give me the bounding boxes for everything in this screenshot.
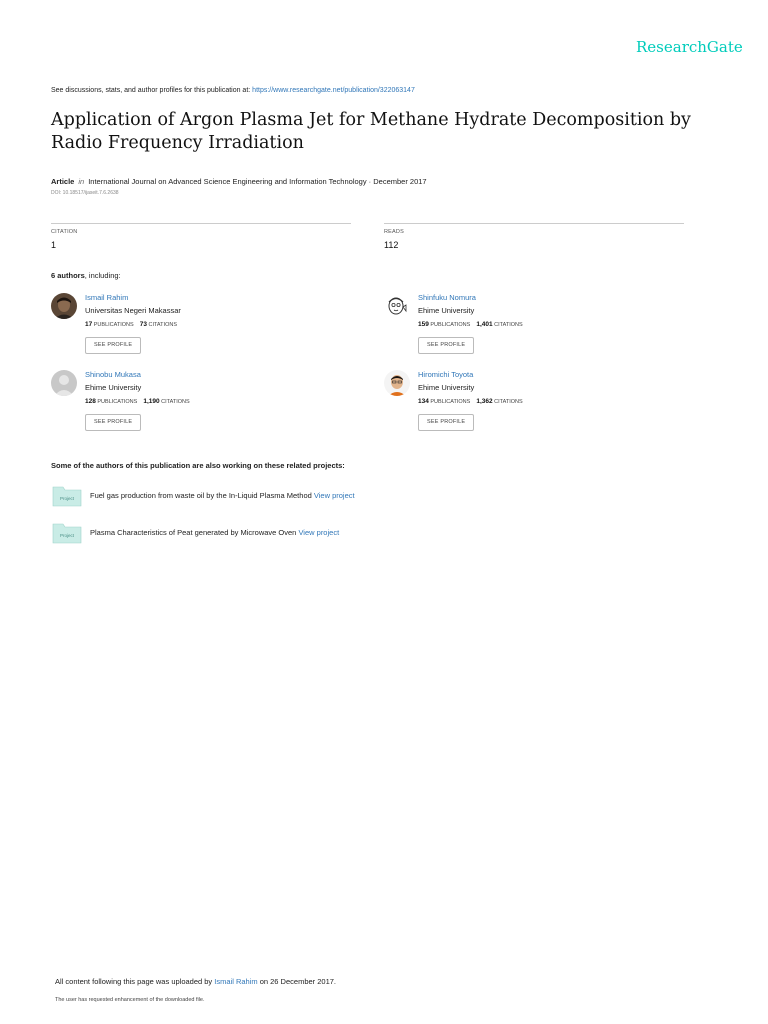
project-line [90, 491, 355, 500]
publication-meta [51, 177, 427, 186]
divider-citations [51, 223, 351, 224]
citations-count: 1,362 [476, 398, 493, 405]
author-avatar[interactable] [51, 293, 77, 319]
publication-link[interactable]: https://www.researchgate.net/publication/322063147 [252, 87, 415, 94]
enhancement-note: The user has requested enhancement of the downloaded file. [55, 997, 205, 1003]
publication-type: Article [51, 177, 75, 186]
citations-label: CITATIONS [161, 399, 190, 405]
project-title: Plasma Characteristics of Peat generated by Microwave Oven [90, 528, 297, 537]
see-profile-button[interactable]: SEE PROFILE [85, 337, 141, 354]
author-card [51, 293, 351, 363]
publications-label: PUBLICATIONS [93, 322, 134, 328]
see-profile-button[interactable]: SEE PROFILE [418, 414, 474, 431]
author-stats [85, 398, 190, 405]
project-icon-label: Project [59, 496, 75, 501]
reads-label: READS [384, 229, 404, 235]
author-avatar[interactable] [384, 370, 410, 396]
uploader-link[interactable]: Ismail Rahim [214, 977, 258, 986]
citations-count: 1,401 [476, 321, 493, 328]
authors-heading [51, 271, 121, 280]
researchgate-logo[interactable]: ResearchGate [636, 38, 743, 56]
project-line [90, 528, 339, 537]
see-profile-button[interactable]: SEE PROFILE [418, 337, 474, 354]
author-name[interactable]: Hiromichi Toyota [418, 370, 474, 379]
view-project-link[interactable]: View project [313, 491, 355, 500]
divider-reads [384, 223, 684, 224]
citation-count: 1 [51, 240, 57, 250]
citation-label: CITATION [51, 229, 78, 235]
citations-count: 1,190 [143, 398, 160, 405]
author-card [384, 370, 684, 440]
reads-count: 112 [384, 240, 399, 250]
author-card [51, 370, 351, 440]
author-institution: Ehime University [85, 383, 142, 392]
see-profile-button[interactable]: SEE PROFILE [85, 414, 141, 431]
author-stats [418, 398, 523, 405]
publications-count: 134 [418, 398, 429, 405]
citations-label: CITATIONS [148, 322, 177, 328]
journal-name: International Journal on Advanced Science Engineering and Information Technology · December 2017 [88, 177, 427, 186]
discussions-line [51, 87, 415, 94]
publication-title: Application of Argon Plasma Jet for Methane Hydrate Decomposition by Radio Frequency Irradiation [51, 110, 691, 153]
in-word: in [78, 177, 85, 186]
discussions-text: See discussions, stats, and author profiles for this publication at: [51, 87, 253, 94]
author-stats [418, 321, 523, 328]
author-name[interactable]: Shinobu Mukasa [85, 370, 141, 379]
upload-prefix: All content following this page was uploaded by [55, 977, 215, 986]
author-stats [85, 321, 177, 328]
upload-note [55, 977, 336, 986]
author-institution: Universitas Negeri Makassar [85, 306, 181, 315]
author-card [384, 293, 684, 363]
citations-count: 73 [139, 321, 147, 328]
project-folder-icon [52, 485, 82, 507]
author-avatar[interactable] [384, 293, 410, 319]
doi: DOI: 10.18517/ijaseit.7.6.2638 [51, 190, 119, 196]
author-institution: Ehime University [418, 306, 475, 315]
publications-count: 128 [85, 398, 96, 405]
publications-label: PUBLICATIONS [430, 322, 471, 328]
publications-label: PUBLICATIONS [97, 399, 138, 405]
project-folder-icon [52, 522, 82, 544]
project-icon-label: Project [59, 533, 75, 538]
publications-label: PUBLICATIONS [430, 399, 471, 405]
author-name[interactable]: Ismail Rahim [85, 293, 129, 302]
related-projects-heading: Some of the authors of this publication are also working on these related projects: [51, 461, 345, 470]
publications-count: 17 [85, 321, 93, 328]
authors-count: 6 authors [51, 271, 85, 280]
upload-suffix: on 26 December 2017. [257, 977, 337, 986]
project-title: Fuel gas production from waste oil by the In-Liquid Plasma Method [90, 491, 312, 500]
publications-count: 159 [418, 321, 429, 328]
citations-label: CITATIONS [494, 399, 523, 405]
authors-suffix: , including: [84, 271, 121, 280]
author-institution: Ehime University [418, 383, 475, 392]
citations-label: CITATIONS [494, 322, 523, 328]
author-avatar[interactable] [51, 370, 77, 396]
author-name[interactable]: Shinfuku Nomura [418, 293, 476, 302]
view-project-link[interactable]: View project [298, 528, 340, 537]
